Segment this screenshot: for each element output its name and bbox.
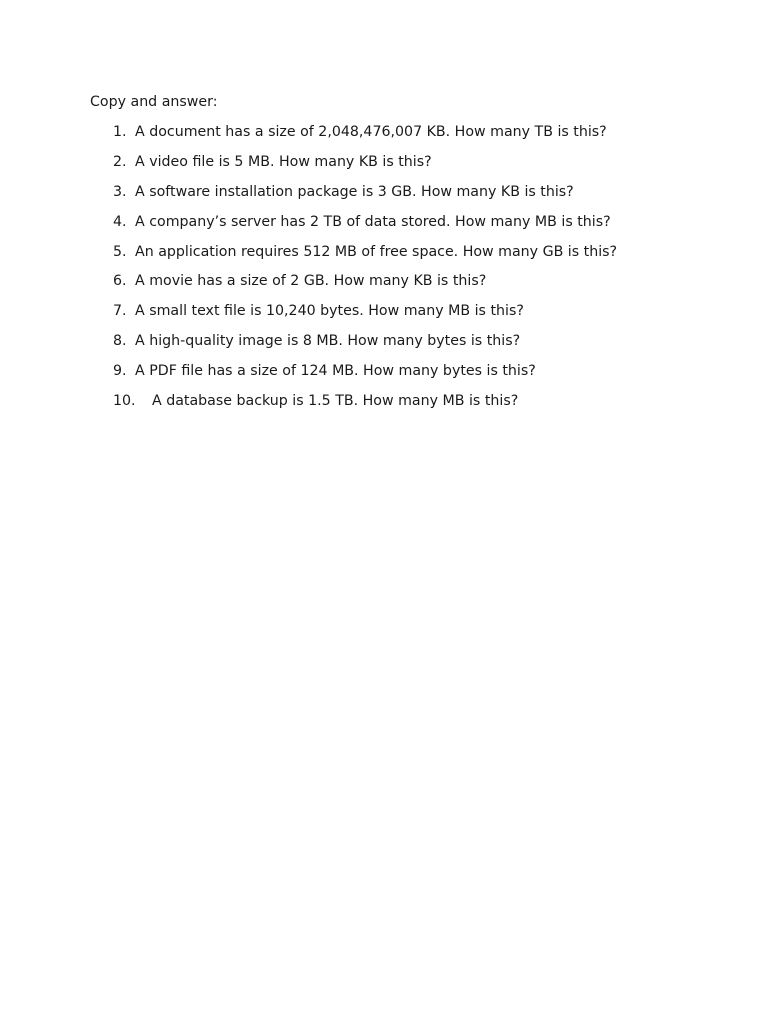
- question-text: A company’s server has 2 TB of data stored. How many MB is this?: [135, 213, 611, 230]
- question-number: 4.: [113, 213, 127, 230]
- question-number: 6.: [113, 273, 127, 290]
- question-number: 7.: [113, 303, 127, 320]
- question-number: 5.: [113, 243, 127, 260]
- question-text: A high-quality image is 8 MB. How many bytes is this?: [135, 333, 521, 350]
- question-text: A PDF file has a size of 124 MB. How many bytes is this?: [135, 363, 536, 380]
- question-number: 2.: [113, 153, 127, 170]
- question-text: A software installation package is 3 GB. How many KB is this?: [135, 183, 574, 200]
- question-text: A movie has a size of 2 GB. How many KB is this?: [135, 273, 487, 290]
- question-number: 10.: [113, 393, 136, 410]
- instruction-heading: Copy and answer:: [90, 94, 218, 110]
- question-text: A database backup is 1.5 TB. How many MB is this?: [152, 393, 519, 410]
- question-text: A video file is 5 MB. How many KB is this?: [135, 153, 432, 170]
- question-text: An application requires 512 MB of free space. How many GB is this?: [135, 243, 618, 260]
- question-number: 1.: [113, 124, 127, 140]
- question-number: 3.: [113, 183, 127, 200]
- question-number: 8.: [113, 333, 127, 350]
- question-text: A document has a size of 2,048,476,007 KB. How many TB is this?: [135, 124, 607, 140]
- question-text: A small text file is 10,240 bytes. How many MB is this?: [135, 303, 524, 320]
- question-number: 9.: [113, 363, 127, 380]
